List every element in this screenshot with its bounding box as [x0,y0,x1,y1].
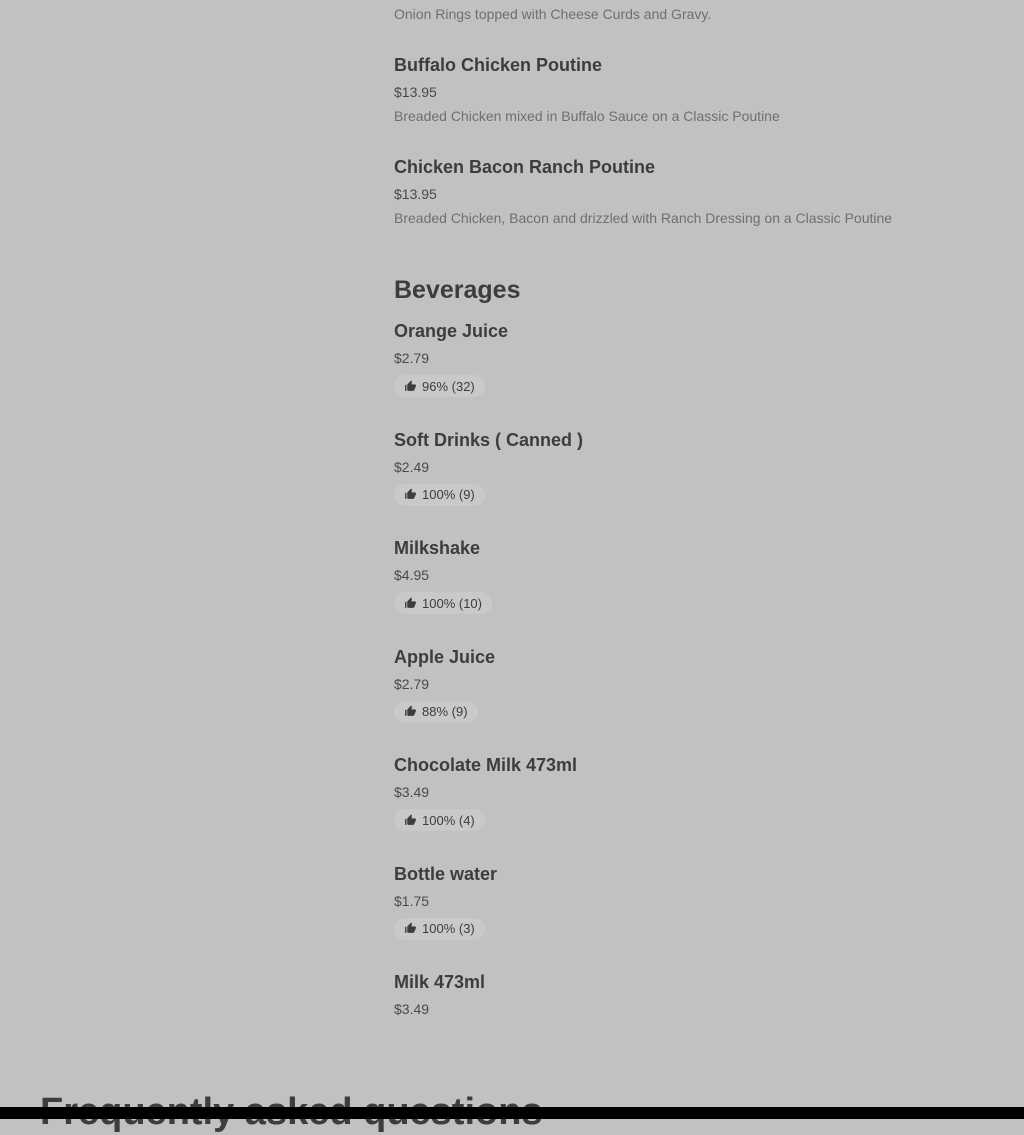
rating-text: 100% (10) [422,595,482,611]
menu-item-name: Chocolate Milk 473ml [394,755,578,775]
thumbs-up-icon [404,705,417,718]
thumbs-up-icon [404,597,417,610]
rating-badge [394,592,492,614]
menu-item-price: $1.75 [394,892,430,909]
rating-text: 100% (3) [422,921,475,936]
menu-item-price: $3.49 [394,784,430,800]
bottom-black-bar [0,1107,1024,1119]
menu-item-price: $13.95 [394,186,437,202]
menu-item[interactable] [394,753,954,832]
menu-item-name: Orange Juice [394,321,509,341]
menu-item-description-clipped: Onion Rings topped with Cheese Curds and Gravy. [394,6,712,22]
menu-items-group [394,53,954,228]
menu-list [394,0,954,1019]
rating-text: 88% (9) [422,704,468,719]
menu-item-name: Milk 473ml [394,972,486,992]
rating-text: 96% (32) [422,378,475,394]
menu-item[interactable] [394,862,954,941]
rating-badge [394,375,485,397]
rating-badge [394,701,478,723]
section-heading-beverages: Beverages [394,276,521,304]
menu-item-price: $2.79 [394,675,430,692]
menu-item-price: $2.49 [394,458,430,475]
thumbs-up-icon [404,922,417,935]
menu-item-name: Soft Drinks ( Canned ) [394,429,584,450]
menu-item-price: $13.95 [394,84,437,100]
rating-badge [394,484,485,506]
rating-text: 100% (9) [422,487,475,502]
rating-badge [394,809,485,831]
thumbs-up-icon [404,380,417,393]
menu-item-name: Bottle water [394,863,498,884]
menu-item[interactable] [394,53,954,126]
menu-item[interactable] [394,155,954,228]
menu-item[interactable] [394,536,954,615]
menu-item-price: $4.95 [394,567,430,583]
menu-item[interactable] [394,319,954,398]
thumbs-up-icon [404,488,417,501]
menu-item-name: Apple Juice [394,646,496,667]
beverages-items-group [394,319,954,1019]
menu-item[interactable] [394,970,954,1019]
menu-item-description: Breaded Chicken mixed in Buffalo Sauce on a Classic Poutine [394,108,780,124]
menu-item-description: Breaded Chicken, Bacon and drizzled with Ranch Dressing on a Classic Poutine [394,210,893,226]
menu-item-name: Chicken Bacon Ranch Poutine [394,157,656,177]
thumbs-up-icon [404,814,417,827]
menu-item-price: $3.49 [394,1001,430,1017]
menu-item[interactable] [394,645,954,724]
rating-badge [394,918,485,940]
menu-item-name: Buffalo Chicken Poutine [394,55,603,75]
menu-item[interactable] [394,428,954,507]
rating-text: 100% (4) [422,812,475,828]
menu-item-price: $2.79 [394,350,430,366]
menu-item-name: Milkshake [394,538,481,558]
